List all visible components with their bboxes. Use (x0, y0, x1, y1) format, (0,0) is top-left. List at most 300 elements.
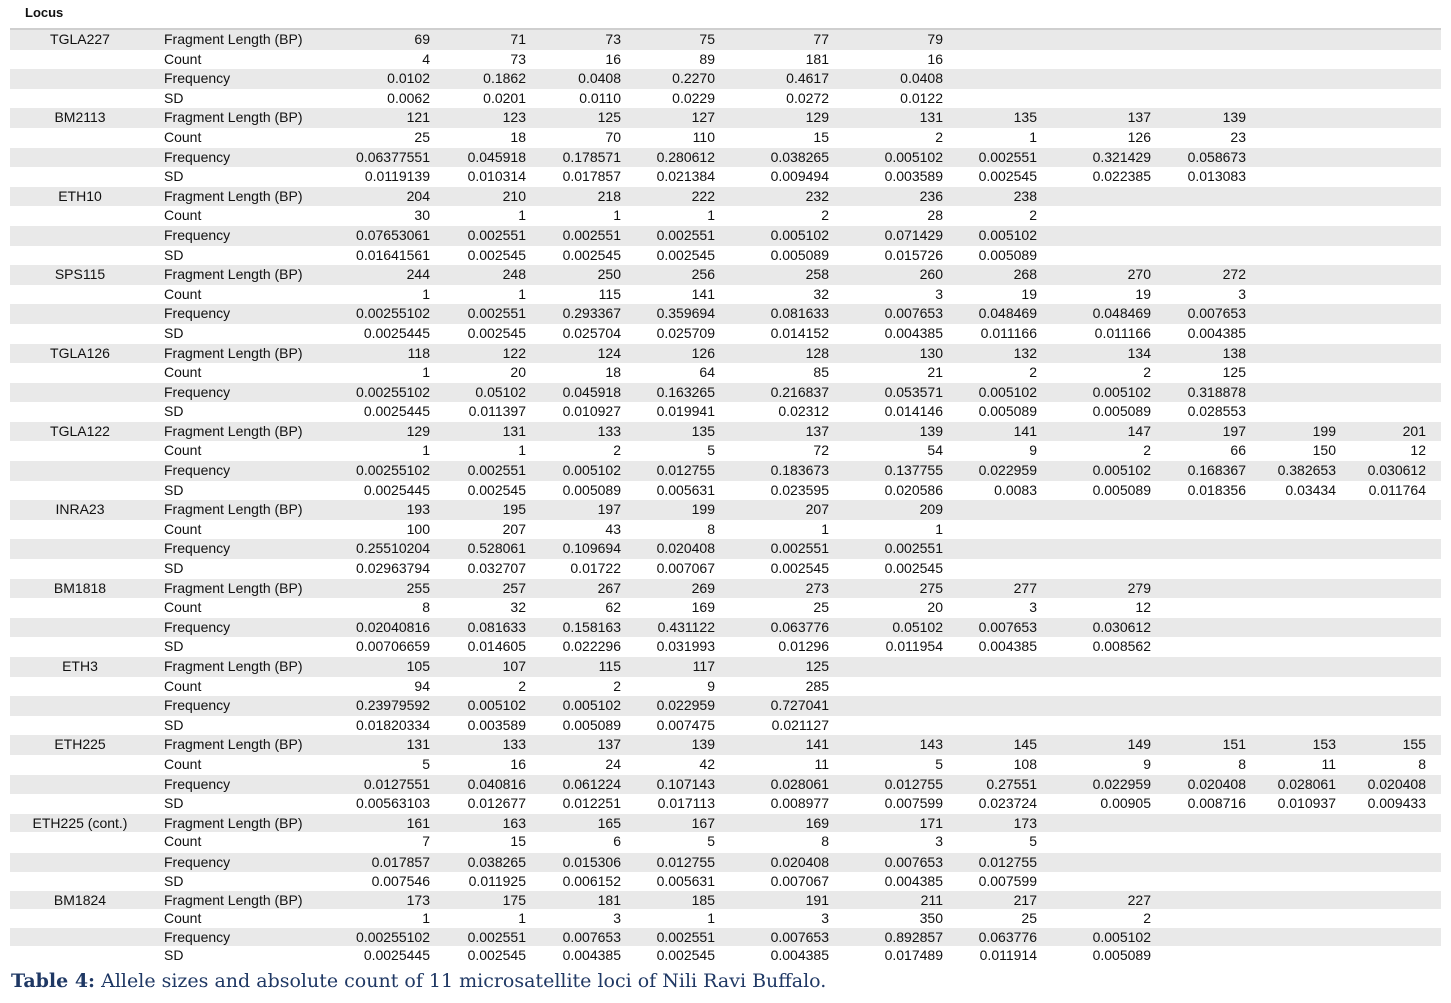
value-cell: 0.005102 (1092, 928, 1151, 945)
value-cell: 0.010314 (467, 168, 526, 185)
value-cell: 0.0229 (672, 89, 715, 106)
row-label: SD (164, 947, 184, 964)
value-cell: 62 (605, 599, 621, 616)
value-cell: 133 (502, 736, 526, 753)
value-cell: 256 (691, 266, 715, 283)
table-row (10, 677, 1441, 697)
value-cell: 11 (1321, 755, 1336, 772)
value-cell: 0.0272 (786, 89, 829, 106)
value-cell: 8 (1418, 755, 1426, 772)
value-cell: 5 (422, 755, 430, 772)
row-label: SD (164, 168, 184, 185)
value-cell: 5 (935, 755, 943, 772)
value-cell: 0.081633 (770, 305, 829, 322)
value-cell: 260 (919, 266, 943, 283)
value-cell: 0.27551 (986, 775, 1037, 792)
value-cell: 0.028061 (1277, 775, 1336, 792)
locus-name: ETH225 (cont.) (32, 814, 128, 831)
value-cell: 0.020408 (770, 854, 829, 871)
table-row (10, 187, 1441, 207)
value-cell: 0.007067 (770, 872, 829, 889)
value-cell: 3 (1238, 285, 1246, 302)
value-cell: 0.05102 (892, 618, 943, 635)
value-cell: 236 (919, 187, 943, 204)
value-cell: 0.002545 (656, 246, 715, 263)
value-cell: 250 (597, 266, 621, 283)
value-cell: 115 (598, 658, 621, 674)
value-cell: 0.008716 (1187, 795, 1246, 812)
value-cell: 3 (821, 910, 829, 927)
value-cell: 18 (605, 364, 621, 381)
row-label: Fragment Length (BP) (164, 187, 303, 204)
locus-name: BM1824 (53, 891, 107, 908)
value-cell: 207 (805, 501, 829, 518)
value-cell: 0.163265 (656, 383, 715, 400)
row-label: SD (164, 795, 184, 812)
locus-name: ETH10 (58, 187, 102, 204)
table-row (10, 520, 1441, 540)
value-cell: 0.019941 (656, 403, 715, 420)
value-cell: 1 (422, 285, 430, 302)
value-cell: 124 (597, 344, 621, 361)
row-label: SD (164, 560, 184, 577)
table-row (10, 481, 1441, 501)
value-cell: 1 (422, 364, 430, 381)
value-cell: 0.007599 (978, 872, 1037, 889)
value-cell: 0.0201 (483, 89, 526, 106)
value-cell: 0.007653 (562, 928, 621, 945)
table-row (10, 128, 1441, 148)
value-cell: 0.178571 (562, 148, 621, 165)
value-cell: 19 (1135, 285, 1151, 302)
value-cell: 0.01820334 (356, 716, 430, 733)
value-cell: 0.071429 (884, 226, 943, 243)
value-cell: 0.0025445 (363, 324, 430, 341)
value-cell: 89 (699, 50, 715, 67)
table-row (10, 814, 1441, 833)
value-cell: 94 (414, 677, 430, 694)
value-cell: 0.017113 (657, 795, 715, 812)
value-cell: 6 (613, 833, 621, 850)
value-cell: 30 (414, 207, 430, 224)
value-cell: 272 (1222, 266, 1246, 283)
value-cell: 0.014146 (884, 403, 943, 420)
table-row (10, 304, 1441, 324)
value-cell: 0.005089 (562, 716, 621, 733)
row-label: Frequency (164, 928, 231, 945)
value-cell: 2 (1143, 442, 1151, 459)
row-label: Frequency (164, 383, 231, 400)
value-cell: 66 (1230, 442, 1246, 459)
table-row (10, 461, 1441, 481)
value-cell: 0.02963794 (356, 560, 430, 577)
value-cell: 0.032707 (467, 560, 526, 577)
value-cell: 32 (510, 599, 526, 616)
value-cell: 199 (691, 501, 715, 518)
value-cell: 0.0025445 (363, 403, 430, 420)
caption-label: Table 4: (11, 970, 96, 992)
value-cell: 277 (1013, 579, 1037, 596)
value-cell: 0.011764 (1368, 481, 1426, 498)
row-label: Count (164, 285, 202, 302)
value-cell: 0.003589 (884, 168, 943, 185)
table-row (10, 794, 1441, 814)
value-cell: 0.011914 (979, 947, 1037, 964)
row-label: SD (164, 716, 184, 733)
table-row (10, 872, 1441, 891)
value-cell: 0.00255102 (356, 462, 430, 479)
value-cell: 0.007653 (978, 618, 1037, 635)
row-label: Frequency (164, 540, 231, 557)
value-cell: 169 (805, 814, 829, 831)
table-row (10, 946, 1441, 965)
value-cell: 128 (805, 344, 829, 361)
value-cell: 0.022959 (978, 462, 1037, 479)
locus-name: SPS115 (54, 266, 106, 283)
value-cell: 0.0025445 (363, 947, 430, 964)
table-row (10, 735, 1441, 755)
value-cell: 201 (1402, 422, 1426, 439)
value-cell: 204 (406, 187, 430, 204)
value-cell: 3 (1029, 599, 1037, 616)
value-cell: 0.002545 (467, 481, 526, 498)
value-cell: 0.018356 (1187, 481, 1246, 498)
value-cell: 0.012251 (562, 795, 621, 812)
value-cell: 121 (406, 109, 430, 126)
row-label: Count (164, 755, 202, 772)
value-cell: 137 (805, 422, 829, 439)
value-cell: 129 (406, 422, 430, 439)
value-cell: 0.01296 (778, 638, 829, 655)
value-cell: 21 (927, 364, 943, 381)
value-cell: 0.00905 (1100, 795, 1151, 812)
value-cell: 0.017857 (562, 168, 621, 185)
table-row (10, 832, 1441, 853)
value-cell: 0.002545 (978, 168, 1037, 185)
value-cell: 0.015306 (562, 854, 621, 871)
value-cell: 0.023595 (770, 481, 829, 498)
value-cell: 115 (598, 285, 621, 302)
value-cell: 150 (1312, 442, 1336, 459)
value-cell: 70 (605, 128, 621, 145)
value-cell: 0.00706659 (356, 638, 430, 655)
value-cell: 199 (1312, 422, 1336, 439)
value-cell: 0.017489 (884, 947, 943, 964)
value-cell: 0.004385 (978, 638, 1037, 655)
value-cell: 135 (1013, 109, 1037, 126)
value-cell: 0.382653 (1277, 462, 1336, 479)
value-cell: 0.020408 (1367, 775, 1426, 792)
value-cell: 0.528061 (467, 540, 526, 557)
value-cell: 0.01641561 (356, 246, 430, 263)
table-row (10, 324, 1441, 344)
table-row (10, 402, 1441, 422)
value-cell: 0.011166 (980, 324, 1037, 341)
value-cell: 2 (613, 677, 621, 694)
value-cell: 273 (805, 579, 829, 596)
value-cell: 0.038265 (770, 148, 829, 165)
value-cell: 151 (1222, 736, 1246, 753)
value-cell: 25 (414, 128, 430, 145)
value-cell: 255 (406, 579, 430, 596)
value-cell: 135 (691, 422, 715, 439)
value-cell: 8 (707, 520, 715, 537)
table-row (10, 206, 1441, 226)
value-cell: 0.011954 (885, 638, 943, 655)
value-cell: 9 (1143, 755, 1151, 772)
value-cell: 1 (613, 207, 621, 224)
value-cell: 139 (1222, 109, 1246, 126)
row-label: Fragment Length (BP) (164, 579, 303, 596)
value-cell: 0.005089 (1092, 403, 1151, 420)
value-cell: 11 (814, 755, 829, 772)
value-cell: 0.004385 (884, 324, 943, 341)
value-cell: 131 (502, 422, 526, 439)
value-cell: 72 (813, 442, 829, 459)
table-row (10, 265, 1441, 285)
value-cell: 107 (502, 658, 526, 674)
value-cell: 0.005102 (562, 462, 621, 479)
value-cell: 100 (406, 520, 430, 537)
value-cell: 1 (518, 442, 526, 459)
row-label: SD (164, 481, 184, 498)
value-cell: 0.25510204 (356, 540, 430, 557)
value-cell: 2 (1029, 364, 1037, 381)
table-row (10, 226, 1441, 246)
value-cell: 43 (605, 520, 621, 537)
value-cell: 0.0062 (387, 89, 430, 106)
table-row (10, 891, 1441, 910)
value-cell: 0.007067 (656, 560, 715, 577)
value-cell: 0.002551 (467, 928, 526, 945)
value-cell: 12 (1410, 442, 1426, 459)
value-cell: 173 (1013, 814, 1037, 831)
value-cell: 0.158163 (562, 618, 621, 635)
value-cell: 127 (691, 109, 715, 126)
value-cell: 1 (935, 520, 943, 537)
value-cell: 110 (692, 128, 715, 145)
value-cell: 0.137755 (884, 462, 943, 479)
table-row (10, 853, 1441, 872)
value-cell: 258 (805, 266, 829, 283)
row-label: Count (164, 599, 202, 616)
value-cell: 130 (919, 344, 943, 361)
value-cell: 0.020408 (656, 540, 715, 557)
value-cell: 0.005102 (770, 226, 829, 243)
value-cell: 0.0127551 (363, 775, 430, 792)
value-cell: 193 (406, 501, 430, 518)
row-label: Fragment Length (BP) (164, 109, 303, 126)
value-cell: 0.005631 (656, 481, 715, 498)
value-cell: 0.359694 (656, 305, 715, 322)
value-cell: 269 (691, 579, 715, 596)
table-caption (11, 970, 826, 992)
value-cell: 211 (920, 891, 943, 908)
value-cell: 0.0102 (387, 70, 430, 87)
value-cell: 248 (502, 266, 526, 283)
value-cell: 138 (1222, 344, 1246, 361)
table-row (10, 69, 1441, 89)
value-cell: 0.004385 (770, 947, 829, 964)
value-cell: 12 (1135, 599, 1151, 616)
value-cell: 0.005089 (770, 246, 829, 263)
value-cell: 173 (406, 891, 430, 908)
value-cell: 5 (1029, 833, 1037, 850)
table-row (10, 167, 1441, 187)
row-label: Fragment Length (BP) (164, 501, 303, 518)
value-cell: 1 (518, 285, 526, 302)
value-cell: 0.002545 (884, 560, 943, 577)
value-cell: 20 (510, 364, 526, 381)
value-cell: 0.022385 (1092, 168, 1151, 185)
table-row (10, 441, 1441, 461)
value-cell: 0.183673 (770, 462, 829, 479)
value-cell: 0.0408 (578, 70, 621, 87)
value-cell: 0.109694 (562, 540, 621, 557)
value-cell: 0.002551 (467, 305, 526, 322)
value-cell: 0.004385 (562, 947, 621, 964)
row-label: Fragment Length (BP) (164, 891, 303, 908)
value-cell: 209 (919, 501, 943, 518)
table-row (10, 775, 1441, 795)
value-cell: 0.002551 (656, 928, 715, 945)
value-cell: 195 (502, 501, 526, 518)
row-label: Fragment Length (BP) (164, 344, 303, 361)
row-label: Count (164, 833, 202, 850)
value-cell: 0.017857 (371, 854, 430, 871)
table-row (10, 657, 1441, 677)
value-cell: 0.030612 (1367, 462, 1426, 479)
value-cell: 0.012755 (656, 854, 715, 871)
value-cell: 2 (935, 128, 943, 145)
table-row (10, 344, 1441, 364)
value-cell: 0.892857 (884, 928, 943, 945)
value-cell: 42 (699, 755, 715, 772)
locus-column-header: Locus (25, 5, 64, 20)
value-cell: 153 (1312, 736, 1336, 753)
table-row (10, 928, 1441, 947)
row-label: Frequency (164, 148, 231, 165)
row-label: Frequency (164, 70, 231, 87)
value-cell: 0.07653061 (356, 226, 430, 243)
value-cell: 0.013083 (1187, 168, 1246, 185)
value-cell: 23 (1230, 128, 1246, 145)
row-label: Frequency (164, 226, 231, 243)
row-label: Frequency (164, 618, 231, 635)
value-cell: 0.1862 (483, 70, 526, 87)
value-cell: 75 (699, 31, 715, 47)
value-cell: 0.4617 (786, 70, 829, 87)
value-cell: 0.002545 (467, 246, 526, 263)
value-cell: 79 (927, 31, 943, 47)
value-cell: 210 (502, 187, 526, 204)
value-cell: 0.007599 (884, 795, 943, 812)
value-cell: 161 (406, 814, 430, 831)
value-cell: 25 (813, 599, 829, 616)
value-cell: 0.005102 (1092, 383, 1151, 400)
table-row (10, 285, 1441, 305)
value-cell: 64 (699, 364, 715, 381)
row-label: Frequency (164, 305, 231, 322)
value-cell: 0.048469 (978, 305, 1037, 322)
value-cell: 0.014605 (467, 638, 526, 655)
value-cell: 0.021127 (771, 716, 829, 733)
row-label: Fragment Length (BP) (164, 658, 303, 674)
value-cell: 238 (1013, 187, 1037, 204)
value-cell: 0.007653 (884, 854, 943, 871)
value-cell: 85 (813, 364, 829, 381)
value-cell: 0.002551 (467, 462, 526, 479)
row-label: Fragment Length (BP) (164, 422, 303, 439)
row-label: Count (164, 128, 202, 145)
value-cell: 0.727041 (770, 697, 829, 714)
value-cell: 2 (821, 207, 829, 224)
value-cell: 222 (691, 187, 715, 204)
value-cell: 133 (597, 422, 621, 439)
row-label: Frequency (164, 697, 231, 714)
value-cell: 0.007475 (656, 716, 715, 733)
value-cell: 108 (1013, 755, 1037, 772)
value-cell: 0.011397 (468, 403, 526, 420)
row-label: Count (164, 364, 202, 381)
value-cell: 181 (805, 50, 829, 67)
value-cell: 0.003589 (467, 716, 526, 733)
value-cell: 350 (919, 910, 943, 927)
table-row (10, 148, 1441, 168)
value-cell: 0.005089 (562, 481, 621, 498)
table-row (10, 363, 1441, 383)
value-cell: 0.020586 (884, 481, 943, 498)
value-cell: 0.010927 (562, 403, 621, 420)
value-cell: 0.005102 (884, 148, 943, 165)
value-cell: 15 (813, 128, 829, 145)
row-label: Count (164, 50, 202, 67)
row-label: SD (164, 403, 184, 420)
table-row (10, 696, 1441, 716)
value-cell: 0.014152 (770, 324, 829, 341)
value-cell: 0.031993 (656, 638, 715, 655)
value-cell: 18 (510, 128, 526, 145)
value-cell: 1 (518, 910, 526, 927)
value-cell: 0.007546 (371, 872, 430, 889)
value-cell: 16 (927, 50, 943, 67)
value-cell: 0.007653 (770, 928, 829, 945)
value-cell: 0.022296 (562, 638, 621, 655)
table-row (10, 422, 1441, 442)
value-cell: 0.020408 (1187, 775, 1246, 792)
value-cell: 191 (805, 891, 829, 908)
value-cell: 0.006152 (562, 872, 621, 889)
allele-table (10, 30, 1441, 965)
value-cell: 5 (707, 833, 715, 850)
value-cell: 0.028061 (770, 775, 829, 792)
row-label: SD (164, 638, 184, 655)
value-cell: 0.03434 (1285, 481, 1336, 498)
value-cell: 3 (935, 833, 943, 850)
value-cell: 16 (605, 50, 621, 67)
value-cell: 0.2270 (672, 70, 715, 87)
table-row (10, 89, 1441, 109)
value-cell: 9 (707, 677, 715, 694)
value-cell: 244 (406, 266, 430, 283)
row-label: Count (164, 520, 202, 537)
table-row (10, 383, 1441, 403)
value-cell: 0.007653 (1187, 305, 1246, 322)
value-cell: 0.0119139 (364, 168, 430, 185)
value-cell: 0.002551 (884, 540, 943, 557)
row-label: Frequency (164, 775, 231, 792)
table-row (10, 30, 1441, 50)
